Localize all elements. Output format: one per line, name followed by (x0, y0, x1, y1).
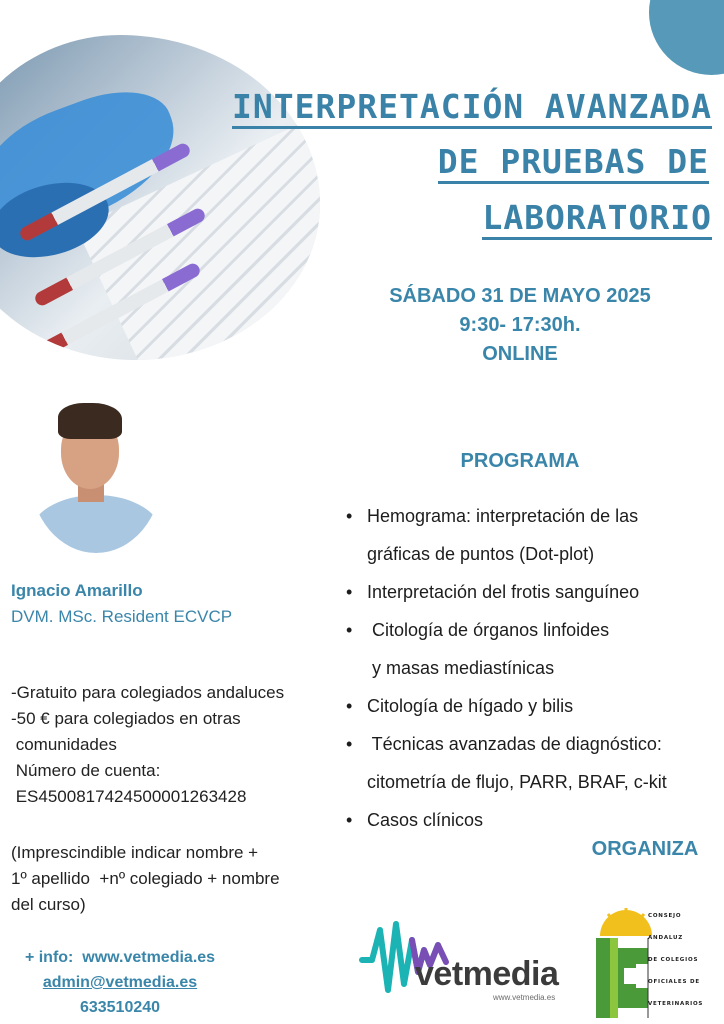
speaker-hair (58, 403, 122, 439)
program-item (346, 801, 716, 839)
email-link[interactable]: admin@vetmedia.es (42, 974, 198, 991)
vetmedia-wordmark: vetmedia (415, 955, 559, 993)
pricing-line: Número de cuenta: (11, 761, 161, 780)
note-line: (Imprescindible indicar nombre + (11, 843, 259, 862)
event-mode: ONLINE (482, 343, 558, 365)
pricing-text (11, 680, 284, 810)
program-item-text: y masas mediastínicas (367, 658, 555, 678)
phone-number: 633510240 (79, 999, 161, 1016)
corner-decoration (649, 0, 724, 75)
title-line-1: INTERPRETACIÓN AVANZADA (232, 88, 712, 129)
title-line-3: LABORATORIO (482, 199, 712, 240)
council-text: OFICIALES DE (648, 979, 700, 985)
program-item (346, 725, 716, 801)
council-text: DE COLEGIOS (648, 957, 699, 963)
vetmedia-url: www.vetmedia.es (493, 993, 556, 1002)
event-time: 9:30- 17:30h. (459, 314, 581, 336)
program-item-text: • Citología de órganos linfoides (367, 620, 610, 640)
council-text: VETERINARIOS (648, 1001, 704, 1007)
program-item-text: • Técnicas avanzadas de diagnóstico: (367, 734, 662, 754)
contact-info (0, 945, 240, 1020)
event-info (340, 282, 700, 369)
bank-account: ES4500817424500001263428 (11, 787, 247, 806)
pricing-line: comunidades (11, 735, 117, 754)
organizer-heading: ORGANIZA (591, 838, 699, 860)
speaker-name: Ignacio Amarillo (11, 581, 143, 600)
program-item (346, 611, 716, 687)
council-text: ANDALUZ (648, 935, 684, 941)
speaker-shirt (30, 495, 162, 553)
registration-note (11, 840, 280, 918)
program-item-text: gráficas de puntos (Dot-plot) (367, 544, 595, 564)
program-item-text: citometría de flujo, PARR, BRAF, c-kit (367, 772, 667, 792)
speaker-photo (30, 395, 162, 553)
program-item-text: • Citología de hígado y bilis (367, 696, 574, 716)
program-item (346, 573, 716, 611)
info-link[interactable]: + info: www.vetmedia.es (24, 949, 216, 966)
pricing-line: -Gratuito para colegiados andaluces (11, 683, 285, 702)
program-item (346, 497, 716, 573)
program-item-text: • Interpretación del frotis sanguíneo (367, 582, 640, 602)
note-line: del curso) (11, 895, 86, 914)
program-heading: PROGRAMA (460, 450, 580, 472)
event-date: SÁBADO 31 DE MAYO 2025 (389, 285, 651, 307)
note-line: 1º apellido +nº colegiado + nombre (11, 869, 280, 888)
speaker-credentials: DVM. MSc. Resident ECVCP (11, 607, 233, 626)
program-item-text: • Hemograma: interpretación de las (367, 506, 639, 526)
lab-photo (0, 35, 320, 360)
program-item-text: • Casos clínicos (367, 810, 484, 830)
program-item (346, 687, 716, 725)
program-list (346, 497, 716, 839)
pricing-line: -50 € para colegiados en otras (11, 709, 241, 728)
council-text: CONSEJO (648, 913, 682, 919)
title-line-2: DE PRUEBAS DE (438, 143, 709, 184)
